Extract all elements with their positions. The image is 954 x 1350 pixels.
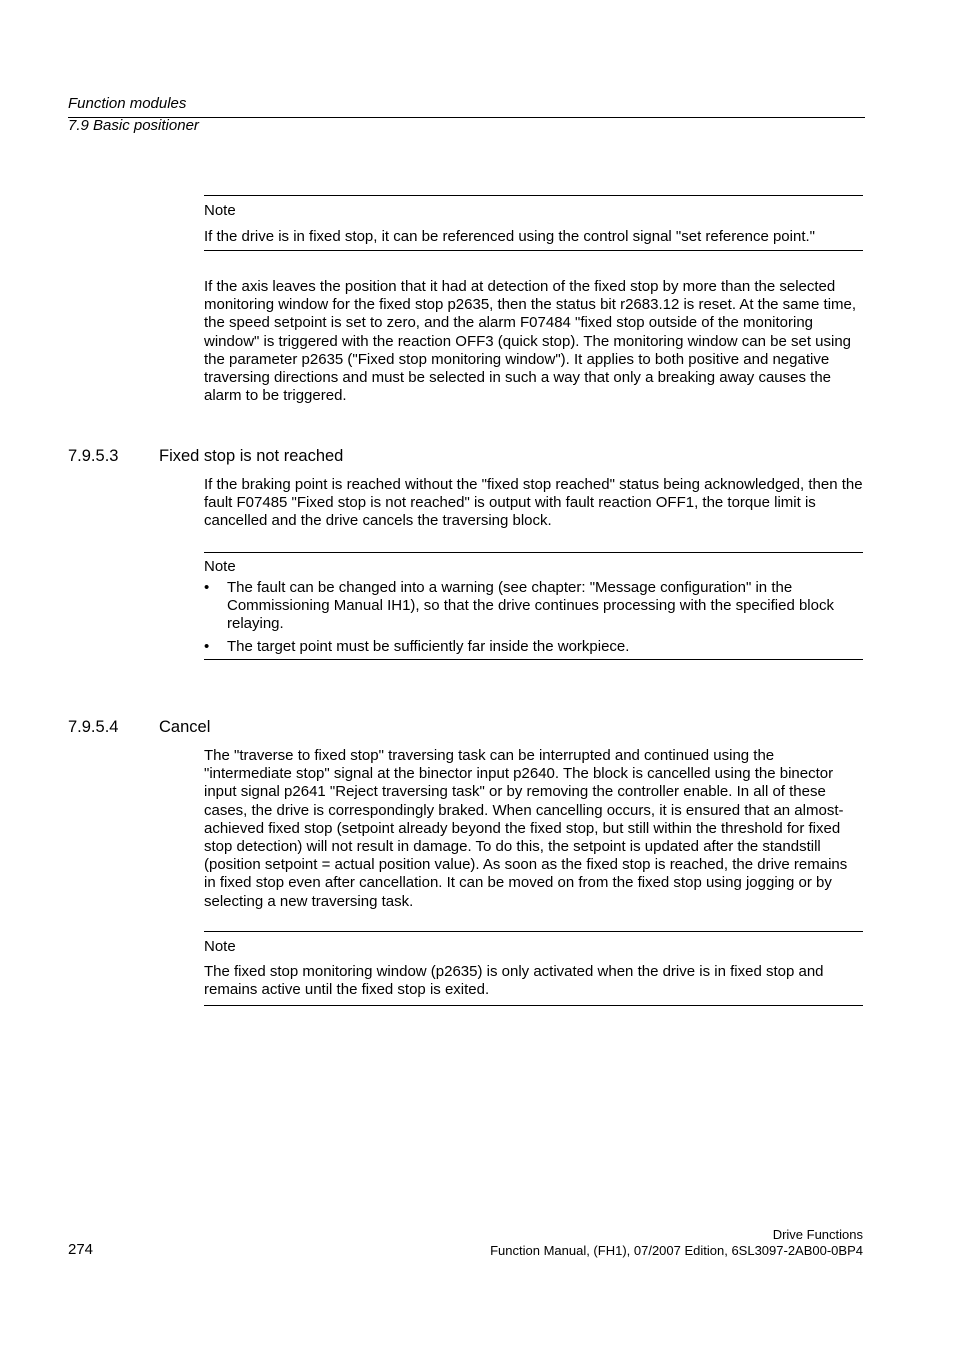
note3-top-rule: [204, 931, 863, 932]
note3-label: Note: [204, 938, 236, 955]
note3-text: The fixed stop monitoring window (p2635) is only activated when the drive is in fixed stop and remains active until the fixed stop is exited.: [204, 963, 824, 999]
note2-bullet-1: The fault can be changed into a warning (see chapter: "Message configuration" in the Commissioning Manual IH1), so that the drive continues processing with the specified block relaying.: [227, 579, 834, 633]
section-7953-text: If the braking point is reached without the "fixed stop reached" status being acknowledged, then the fault F07485 "Fixed stop is not reached" is output with fault reaction OFF1, the torque limit is cancelled and the drive cancels the traversing block.: [204, 476, 863, 530]
section-7954-text: The "traverse to fixed stop" traversing task can be interrupted and continued using the "intermediate stop" signal at the binector input p2640. The block is cancelled using the binector input signal p2641 "Reject traversing task" or by removing the controller enable. In all of these cases, the drive is correspondingly braked. When cancelling occurs, it is ensured that an almost-achieved fixed stop (setpoint already beyond the fixed stop, but still within the threshold for fixed stop detection) will not result in damage. To do this, the setpoint is updated after the standstill (position setpoint = actual position value). As soon as the fixed stop is reached, the drive remains in fixed stop even after cancellation. It can be moved on from the fixed stop using jogging or by selecting a new traversing task.: [204, 747, 848, 910]
footer-page-number: 274: [68, 1241, 94, 1258]
section-7953-number: 7.9.5.3: [68, 447, 119, 465]
note1-label: Note: [204, 202, 236, 219]
note2-label: Note: [204, 558, 236, 575]
note2-bullet-marker-2: •: [204, 638, 210, 655]
note1-text: If the drive is in fixed stop, it can be referenced using the control signal "set reference point.": [204, 228, 815, 245]
note3-bottom-rule: [204, 1005, 863, 1006]
note1-top-rule: [204, 195, 863, 196]
footer-doc-title: Drive Functions: [772, 1227, 863, 1242]
header-section: 7.9 Basic positioner: [68, 117, 199, 134]
note2-bottom-rule: [204, 659, 863, 660]
note2-bullet-2: The target point must be sufficiently far inside the workpiece.: [227, 638, 630, 655]
note2-top-rule: [204, 552, 863, 553]
header-chapter: Function modules: [68, 95, 187, 112]
note1-bottom-rule: [204, 250, 863, 251]
body-paragraph-monitoring: If the axis leaves the position that it had at detection of the fixed stop by more than the selected monitoring window for the fixed stop p2635, then the status bit r2683.12 is reset. At the same time, the speed setpoint is set to zero, and the alarm F07484 "fixed stop outside of the monitoring window" is triggered with the reaction OFF3 (quick stop). The monitoring window can be set using the parameter p2635 ("Fixed stop monitoring window"). It applies to both positive and negative traversing directions and must be selected in such a way that only a breaking away causes the alarm to be triggered.: [204, 278, 857, 405]
footer-doc-info: Function Manual, (FH1), 07/2007 Edition, 6SL3097-2AB00-0BP4: [490, 1243, 863, 1258]
note2-bullet-marker-1: •: [204, 579, 210, 596]
section-7954-title: Cancel: [159, 718, 211, 736]
section-7953-title: Fixed stop is not reached: [159, 447, 344, 465]
section-7954-number: 7.9.5.4: [68, 718, 119, 736]
